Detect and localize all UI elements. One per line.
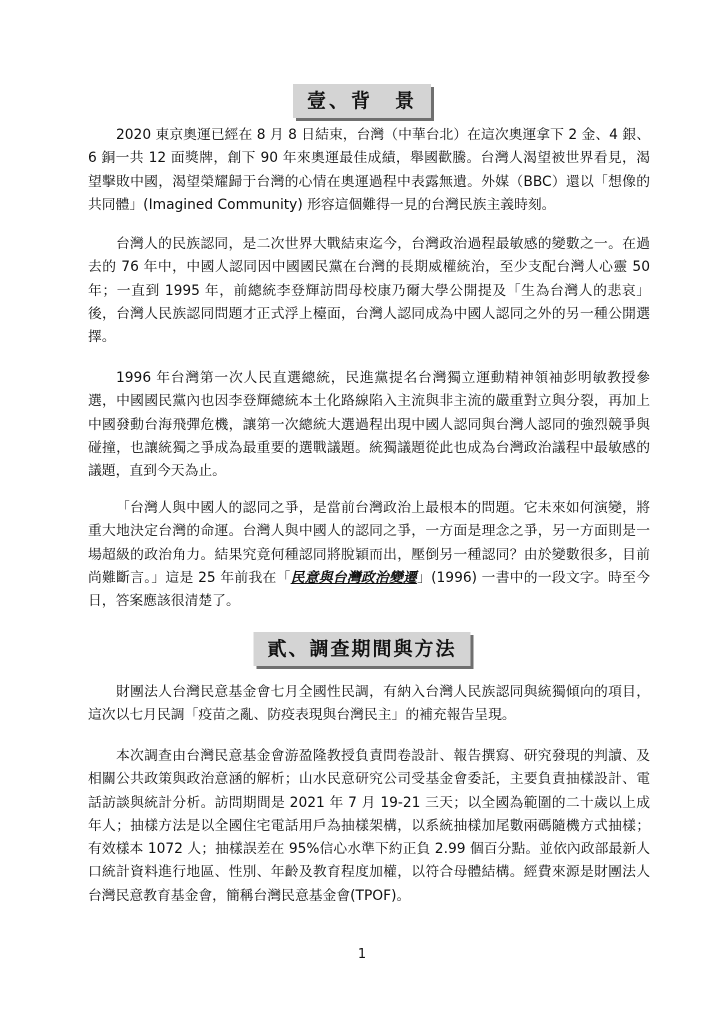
book-title: 民意與台灣政治變遷 <box>290 569 418 586</box>
paragraph-survey-intro: 財團法人台灣民意基金會七月全國性民調，有納入台灣人民族認同與統獨傾向的項目，這次以七月民調「疫苗之亂、防疫表現與台灣民主」的補充報告呈現。 <box>88 684 650 724</box>
quote-text: 「台灣人與中國人的認同之爭，是當前台灣政治上最根本的問題。它未來如何演變，將重大地決定台灣的命運。台灣人與中國人的認同之爭，一方面是理念之爭，另一方面則是一場超級的政治角力。結果究竟何種認同將脫穎而出，壓倒另一種認同？由於變數很多，目前尚難斷言。」這是 25 年前我在「 <box>88 500 650 586</box>
page-number: 1 <box>357 947 367 962</box>
paragraph-identity-quote <box>88 497 650 613</box>
paragraph-national-identity: 台灣人的民族認同，是二次世界大戰結束迄今，台灣政治過程最敏感的變數之一。在過去的 76 年中，中國人認同因中國國民黨在台灣的長期威權統治，至少支配台灣人心靈 50 年；一直到 1995 年，前總統李登輝訪問母校康乃爾大學公開提及「生為台灣人的悲哀」後，台灣人民族認同問題才正式浮上檯面，台灣人認同成為中國人認同之外的另一種公開選擇。 <box>88 236 650 346</box>
paragraph-1996-election: 1996 年台灣第一次人民直選總統，民進黨提名台灣獨立運動精神領袖彭明敏教授參選，中國國民黨內也因李登輝總統本土化路線陷入主流與非主流的嚴重對立與分裂，再加上中國發動台海飛彈危機，讓第一次總統大選過程出現中國人認同與台灣人認同的強烈競爭與碰撞，也讓統獨之爭成為最重要的選戰議題。統獨議題從此也成為台灣政治議程中最敏感的議題，直到今天為止。 <box>88 370 650 480</box>
quote-text-end: 」(1996) 一書中的一段文字。時至今日，答案應該很清楚了。 <box>88 569 651 610</box>
paragraph-survey-method: 本次調查由台灣民意基金會游盈隆教授負責問卷設計、報告撰寫、研究發現的判讀、及相關公共政策與政治意涵的解析；山水民意研究公司受基金會委託，主要負責抽樣設計、電話訪談與統計分析。訪問期間是 2021 年 7 月 19-21 三天；以全國為範圍的二十歲以上成年人；抽樣方法是以全國住宅電話用戶為抽樣架構，以系統抽樣加尾數兩碼隨機方式抽樣；有效樣本 1072 人；抽樣誤差在 95%信心水準下約正負 2.99 個百分點。並依內政部最新人口統計資料進行地區、性別、年齡及教育程度加權，以符合母體結構。經費來源是財團法人台灣民意教育基金會，簡稱台灣民意基金會(TPOF)。 <box>88 748 650 904</box>
section-heading-background: 壹、背 景 <box>293 84 431 118</box>
section-heading-methods: 貳、調查期間與方法 <box>253 632 470 666</box>
paragraph-olympics: 2020 東京奧運已經在 8 月 8 日結束，台灣（中華台北）在這次奧運拿下 2 金、4 銀、6 銅一共 12 面獎牌，創下 90 年來奧運最佳成績，舉國歡騰。台灣人渴望被世界看見，渴望擊敗中國，渴望榮耀歸于台灣的心情在奧運過程中表露無遺。外媒（BBC）還以「想像的共同體」(Imagined Community) 形容這個難得一見的台灣民族主義時刻。 <box>88 127 650 213</box>
